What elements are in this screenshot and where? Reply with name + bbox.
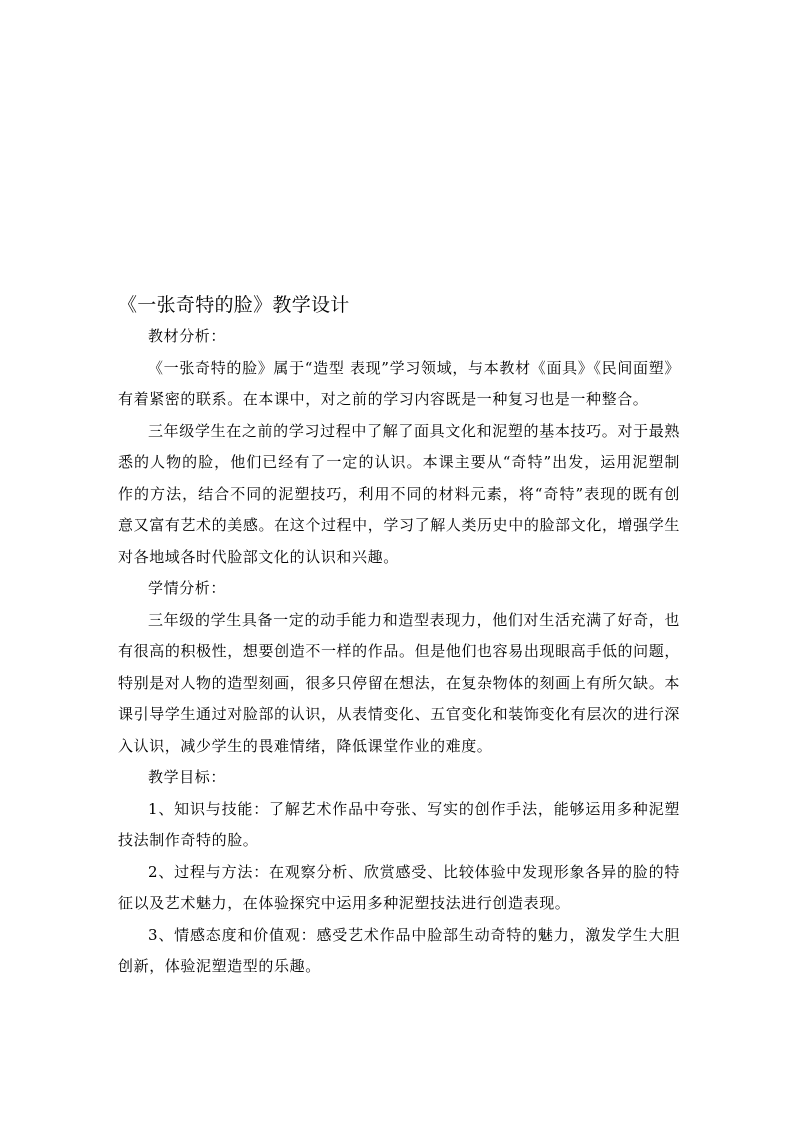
objective-item: 3、情感态度和价值观：感受艺术作品中脸部生动奇特的魅力，激发学生大胆创新，体验泥塑造型的乐趣。 bbox=[118, 925, 680, 975]
objective-item: 2、过程与方法：在观察分析、欣赏感受、比较体验中发现形象各异的脸的特征以及艺术魅力，在体验探究中运用多种泥塑技法进行创造表现。 bbox=[118, 862, 680, 912]
section-heading-textbook-analysis: 教材分析： bbox=[148, 327, 227, 345]
document-title: 《一张奇特的脸》教学设计 bbox=[118, 294, 350, 316]
objective-item: 1、知识与技能：了解艺术作品中夸张、写实的创作手法，能够运用多种泥塑技法制作奇特的脸。 bbox=[118, 799, 680, 849]
paragraph: 三年级学生在之前的学习过程中了解了面具文化和泥塑的基本技巧。对于最熟悉的人物的脸，他们已经有了一定的认识。本课主要从“奇特”出发，运用泥塑制作的方法，结合不同的泥塑技巧，利用不同的材料元素，将“奇特”表现的既有创意又富有艺术的美感。在这个过程中，学习了解人类历史中的脸部文化，增强学生对各地域各时代脸部文化的认识和兴趣。 bbox=[118, 421, 680, 566]
document-body bbox=[118, 289, 680, 983]
section-heading-teaching-objectives: 教学目标： bbox=[148, 768, 227, 786]
section-heading-learner-analysis: 学情分析： bbox=[148, 579, 227, 597]
paragraph: 三年级的学生具备一定的动手能力和造型表现力，他们对生活充满了好奇，也有很高的积极性，想要创造不一样的作品。但是他们也容易出现眼高手低的问题，特别是对人物的造型刻画，很多只停留在想法，在复杂物体的刻画上有所欠缺。本课引导学生通过对脸部的认识，从表情变化、五官变化和装饰变化有层次的进行深入认识，减少学生的畏难情绪，降低课堂作业的难度。 bbox=[118, 610, 680, 755]
paragraph: 《一张奇特的脸》属于“造型 表现”学习领域，与本教材《面具》《民间面塑》有着紧密的联系。在本课中，对之前的学习内容既是一种复习也是一种整合。 bbox=[118, 358, 680, 408]
